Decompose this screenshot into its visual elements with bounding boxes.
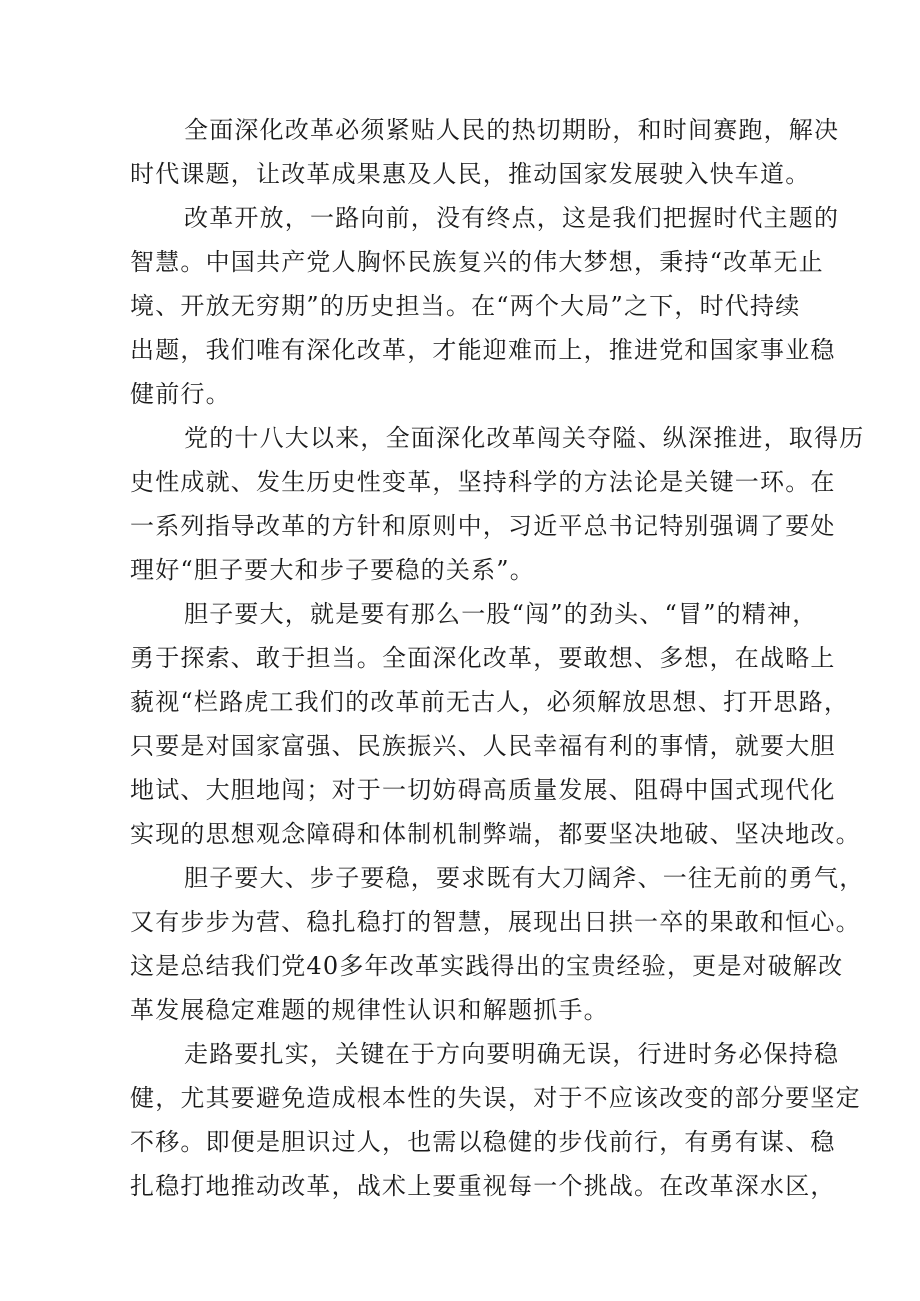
text-line: 健前行。: [130, 380, 231, 408]
text-line: 实现的思想观念障碍和体制机制弊端，都要坚决地破、坚决地改。: [130, 820, 861, 848]
text-line: 只要是对国家富强、民族振兴、人民幸福有利的事情，就要大胆: [130, 732, 836, 760]
text-line: 不移。即便是胆识过人，也需以稳健的步伐前行，有勇有谋、稳: [130, 1128, 836, 1156]
paragraph-1: [130, 108, 840, 196]
text-line: 健，尤其要避免造成根本性的失误，对于不应该改变的部分要坚定: [130, 1084, 861, 1112]
text-line: 胆子要大，就是要有那么一股“闯”的劲头、“冒”的精神，: [184, 600, 818, 628]
text-line: 全面深化改革必须紧贴人民的热切期盼，和时间赛跑，解决: [184, 116, 840, 144]
text-line: 时代课题，让改革成果惠及人民，推动国家发展驶入快车道。: [130, 160, 811, 188]
paragraph-3: [130, 416, 865, 592]
text-line: 境、开放无穷期”的历史担当。在“两个大局”之下，时代持续: [130, 292, 801, 320]
text-line: 一系列指导改革的方针和原则中，习近平总书记特别强调了要处: [130, 512, 836, 540]
paragraph-4: [130, 592, 861, 856]
text-line: 理好“胆子要大和步子要稳的关系”。: [130, 556, 535, 584]
text-line: 智慧。中国共产党人胸怀民族复兴的伟大梦想，秉持“改革无止: [130, 248, 824, 276]
text-line: 地试、大胆地闯；对于一切妨碍高质量发展、阻碍中国式现代化: [130, 776, 836, 804]
text-line: 出题，我们唯有深化改革，才能迎难而上，推进党和国家事业稳: [130, 336, 836, 364]
document-body: [130, 108, 865, 1208]
text-line: 勇于探索、敢于担当。全面深化改革，要敢想、多想，在战略上: [130, 644, 836, 672]
text-line: 史性成就、发生历史性变革，坚持科学的方法论是关键一环。在: [130, 468, 836, 496]
text-line: 藐视“栏路虎工我们的改革前无古人，必须解放思想、打开思路，: [130, 688, 850, 716]
paragraph-2: [130, 196, 840, 416]
text-line: 扎稳打地推动改革，战术上要重视每一个挑战。在改革深水区，: [130, 1172, 836, 1200]
text-line: 改革开放，一路向前，没有终点，这是我们把握时代主题的: [184, 204, 840, 232]
text-line: 党的十八大以来，全面深化改革闯关夺隘、纵深推进，取得历: [184, 424, 865, 452]
paragraph-5: [130, 856, 865, 1032]
text-line: 革发展稳定难题的规律性认识和解题抓手。: [130, 996, 609, 1024]
text-line: 胆子要大、步子要稳，要求既有大刀阔斧、一往无前的勇气，: [184, 864, 865, 892]
paragraph-6: [130, 1032, 861, 1208]
text-line: 这是总结我们党40多年改革实践得出的宝贵经验，更是对破解改: [130, 952, 844, 980]
text-line: 走路要扎实，关键在于方向要明确无误，行进时务必保持稳: [184, 1040, 840, 1068]
text-line: 又有步步为营、稳扎稳打的智慧，展现出日拱一卒的果敢和恒心。: [130, 908, 861, 936]
